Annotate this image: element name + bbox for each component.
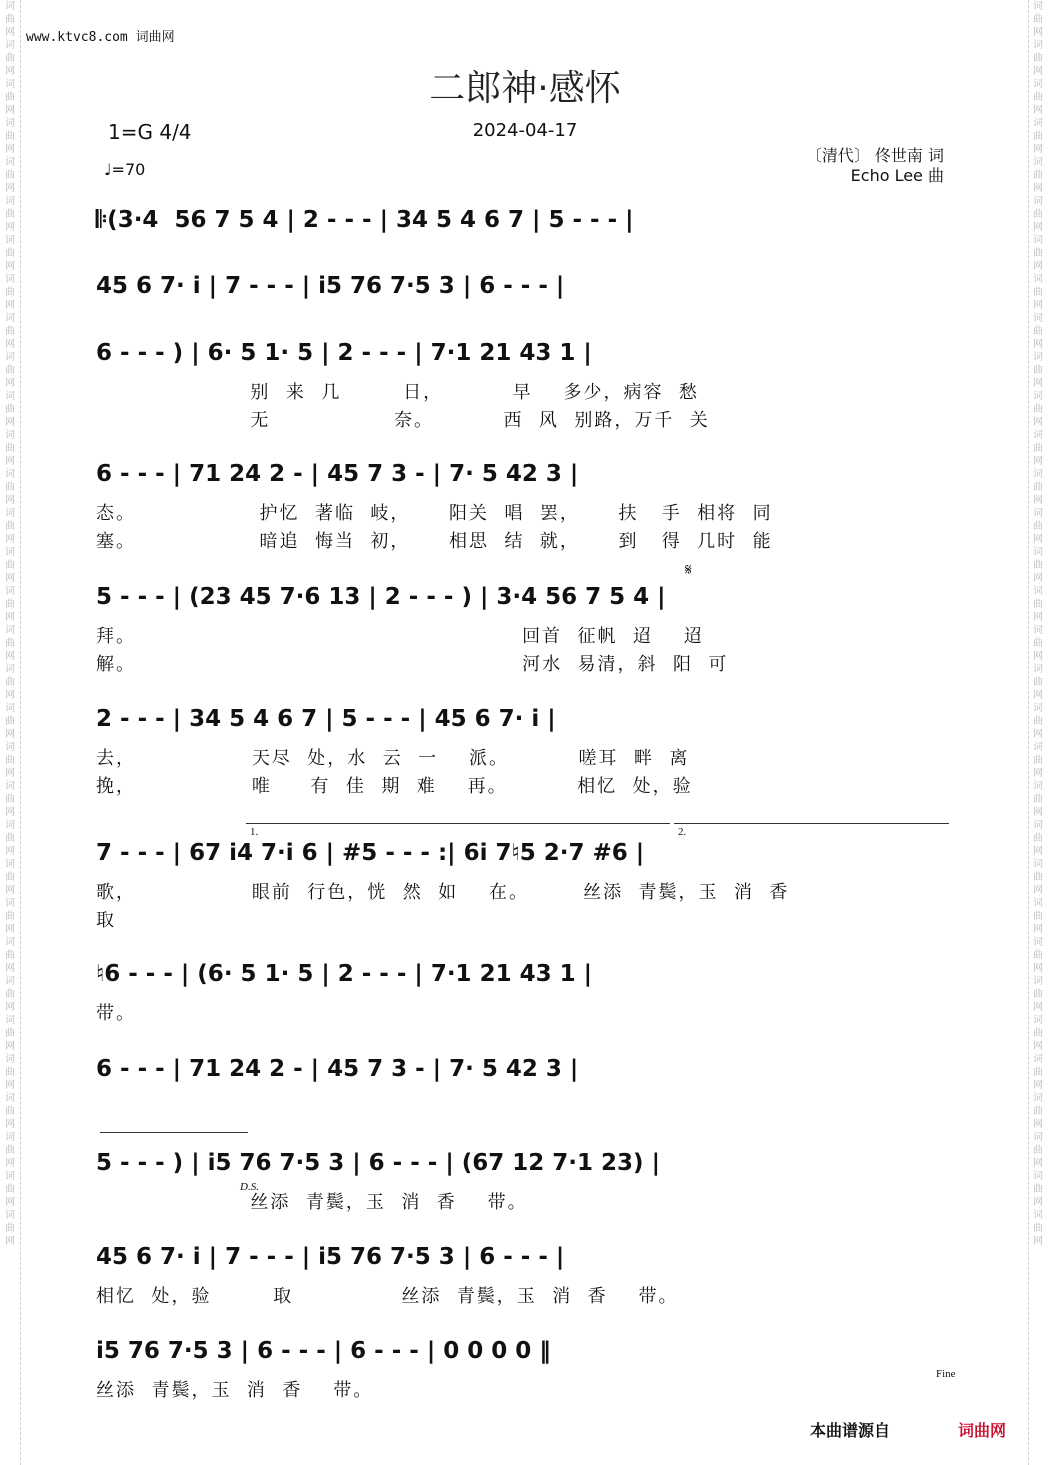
lyric-verse-1: 相忆 处，验 取 丝添 青鬓，玉 消 香 带。 [96, 1286, 679, 1307]
source-label: 本曲谱源自 [810, 1421, 891, 1440]
notation-row: 45 6 7· i | 7 - - - | i5 76 7·5 3 | 6 - - - | [96, 273, 565, 299]
lyric-verse-2: 挽， 唯 有 佳 期 难 再。 相忆 处，验 [96, 776, 693, 797]
notation-row: 6 - - - | 71 24 2 - | 45 7 3 - | 7· 5 42 3 | [96, 461, 579, 487]
notation-row: i5 76 7·5 3 | 6 - - - | 6 - - - | 0 0 0 0 ‖ [96, 1338, 551, 1364]
segno-sign: 𝄋 [685, 562, 692, 579]
fine-marking: Fine [936, 1368, 956, 1380]
score-date: 2024-04-17 [472, 120, 578, 141]
volta-2-bracket [674, 823, 949, 824]
notation-row: 45 6 7· i | 7 - - - | i5 76 7·5 3 | 6 - - - | [96, 1244, 565, 1270]
lyric-verse-1: 带。 [96, 1003, 136, 1024]
lyric-verse-2: 无 奈。 西 风 别路，万千 关 [96, 410, 710, 431]
tempo-marking: ♩=70 [104, 160, 146, 179]
composer-credit: Echo Lee 曲 [850, 166, 944, 185]
lyric-verse-1: 歌， 眼前 行色，恍 然 如 在。 丝添 青鬓，玉 消 香 [96, 882, 790, 903]
lyric-verse-1: 态。 护忆 著临 岐， 阳关 唱 罢， 扶 手 相将 同 [96, 503, 773, 524]
lyric-verse-2: 塞。 暗追 悔当 初， 相思 结 就， 到 得 几时 能 [96, 531, 773, 552]
site-watermark: www.ktvc8.com 词曲网 [26, 30, 175, 45]
left-border [20, 0, 21, 1465]
lyric-verse-1: 丝添 青鬓，玉 消 香 带。 [96, 1192, 528, 1213]
lyric-verse-1: 别 来 几 日， 早 多少，病容 愁 [96, 382, 699, 403]
lyric-verse-2: 解。 河水 易清，斜 阳 可 [96, 654, 729, 675]
notation-row: 5 - - - | (23 45 7·6 13 | 2 - - - ) | 3·4 56 7 5 4 | [96, 584, 666, 610]
right-border [1028, 0, 1029, 1465]
notation-row: 5 - - - ) | i5 76 7·5 3 | 6 - - - | (67 12 7·1 23) | [96, 1150, 660, 1176]
notation-row: 6 - - - ) | 6· 5 1· 5 | 2 - - - | 7·1 21 43 1 | [96, 340, 592, 366]
notation-row: 𝄆(3·4 56 7 5 4 | 2 - - - | 34 5 4 6 7 | 5 - - - | [96, 207, 634, 233]
notation-row: ♮6 - - - | (6· 5 1· 5 | 2 - - - | 7·1 21 43 1 | [96, 961, 593, 987]
side-watermark-right: 词曲网词曲网词曲网词曲网词曲网词曲网词曲网词曲网词曲网词曲网词曲网词曲网词曲网词曲网词曲网词曲网词曲网词曲网词曲网词曲网词曲网词曲网词曲网词曲网词曲网词曲网词曲网词曲网词曲网词曲网词曲网词曲网 [1033, 1, 1043, 1247]
volta-1-bracket [246, 823, 670, 824]
volta-1-label: 1. [250, 826, 259, 838]
lyric-verse-1: 去， 天尽 处，水 云 一 派。 嗟耳 畔 离 [96, 748, 690, 769]
volta-2-label: 2. [678, 826, 687, 838]
lyric-verse-2: 取 [96, 910, 116, 931]
ds-marking: D.S. [240, 1181, 259, 1193]
notation-row: 2 - - - | 34 5 4 6 7 | 5 - - - | 45 6 7· i | [96, 706, 556, 732]
lyric-verse-1: 拜。 回首 征帆 迢 迢 [96, 626, 704, 647]
lyric-verse-1: 丝添 青鬓，玉 消 香 带。 [96, 1380, 374, 1401]
score-title: 二郎神·感怀 [429, 68, 621, 109]
key-signature: 1=G 4/4 [108, 120, 192, 144]
site-link[interactable]: 词曲网 [958, 1421, 1007, 1440]
side-watermark-left: 词曲网词曲网词曲网词曲网词曲网词曲网词曲网词曲网词曲网词曲网词曲网词曲网词曲网词曲网词曲网词曲网词曲网词曲网词曲网词曲网词曲网词曲网词曲网词曲网词曲网词曲网词曲网词曲网词曲网词曲网词曲网词曲网 [5, 1, 15, 1247]
notation-row: 7 - - - | 67 i4 7·i 6 | #5 - - - :| 6i 7♮5 2·7 #6 | [96, 840, 645, 866]
notation-row: 6 - - - | 71 24 2 - | 45 7 3 - | 7· 5 42 3 | [96, 1056, 579, 1082]
coda-bracket [100, 1132, 248, 1133]
lyricist-credit: 〔清代〕 佟世南 词 [805, 146, 944, 165]
